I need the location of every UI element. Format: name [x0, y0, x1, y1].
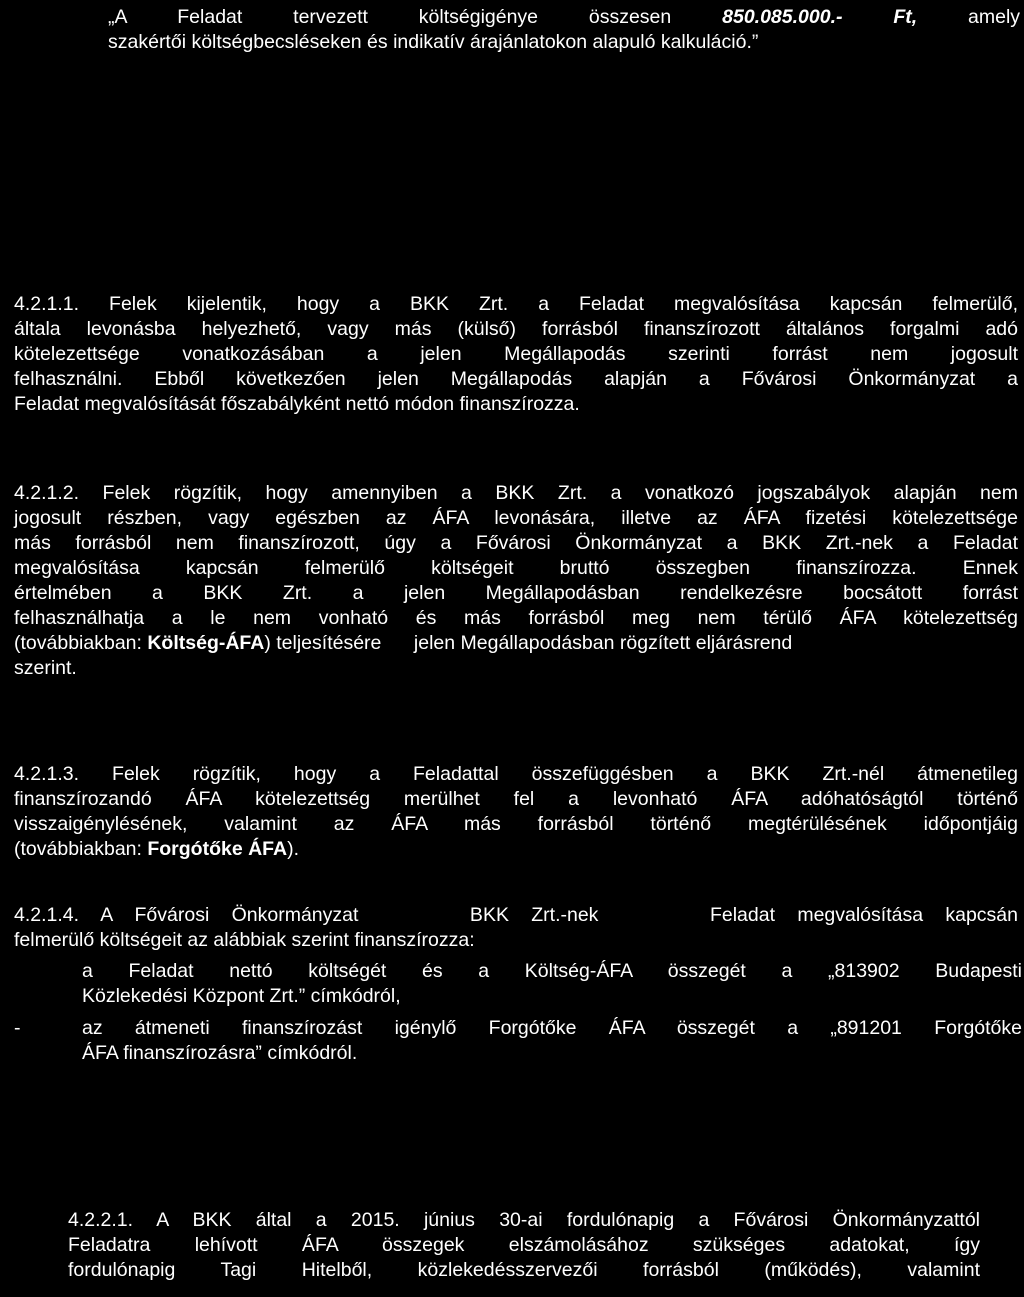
paragraph-line: felhasználhatja a le nem vonható és más forrásból meg nem térülő ÁFA kötelezettség: [14, 607, 1018, 629]
list-item-line: a Feladat nettó költségét és a Költség-ÁFA összegét a „813902 Budapesti: [82, 960, 1022, 982]
section-4-2-1-4: [14, 903, 1018, 953]
paragraph-line: kötelezettsége vonatkozásában a jelen Megállapodás szerinti forrást nem jogosult: [14, 343, 1018, 365]
intro-line-1: [108, 5, 1020, 30]
paragraph-line: visszaigénylésének, valamint az ÁFA más forrásból történő megtérülésének időpontjáig: [14, 813, 1018, 835]
paragraph-line: Feladatra lehívott ÁFA összegek elszámolásához szükséges adatokat, így: [68, 1234, 980, 1256]
intro-text-a: „A Feladat tervezett költségigénye összesen: [108, 6, 672, 28]
text-run: (továbbiakban:: [14, 632, 148, 654]
paragraph-line: 4.2.2.1. A BKK által a 2015. június 30-ai fordulónapig a Fővárosi Önkormányzattól: [68, 1209, 980, 1231]
defined-term-forgotoke-afa: Forgótőke ÁFA: [147, 838, 288, 860]
paragraph-line: 4.2.1.2. Felek rögzítik, hogy amennyiben a BKK Zrt. a vonatkozó jogszabályok alapján nem: [14, 482, 1018, 504]
paragraph-line: 4.2.1.1. Felek kijelentik, hogy a BKK Zrt. a Feladat megvalósítása kapcsán felmerülő,: [14, 293, 1018, 315]
section-4-2-1-2: [14, 481, 1018, 681]
section-4-2-1-1: [14, 292, 1018, 417]
paragraph-line: [14, 631, 1018, 656]
paragraph-line: finanszírozandó ÁFA kötelezettség merülhet fel a levonható ÁFA adóhatóságtól történő: [14, 788, 1018, 810]
paragraph-line: megvalósítása kapcsán felmerülő költségeit bruttó összegben finanszírozza. Ennek: [14, 557, 1018, 579]
paragraph-line: 4.2.1.3. Felek rögzítik, hogy a Feladattal összefüggésben a BKK Zrt.-nél átmenetileg: [14, 763, 1018, 785]
section-4-2-1-3: [14, 762, 1018, 862]
paragraph-line: jogosult részben, vagy egészben az ÁFA levonására, illetve az ÁFA fizetési kötelezettsége: [14, 507, 1018, 529]
intro-text-b: amely: [968, 6, 1021, 28]
paragraph-line: értelmében a BKK Zrt. a jelen Megállapodásban rendelkezésre bocsátott forrást: [14, 582, 1018, 604]
paragraph-line: Feladat megvalósítását főszabályként nettó módon finanszírozza.: [14, 393, 580, 415]
paragraph-line: felhasználni. Ebből következően jelen Megállapodás alapján a Fővárosi Önkormányzat a: [14, 368, 1018, 390]
paragraph-line: fordulónapig Tagi Hitelből, közlekedésszervezői forrásból (működés), valamint: [68, 1259, 980, 1281]
section-4-2-2-1: [68, 1208, 980, 1283]
paragraph-line: szerint.: [14, 657, 77, 679]
paragraph-line: [14, 837, 1018, 862]
text-run: ) teljesítésére jelen Megállapodásban rögzített eljárásrend: [264, 632, 793, 654]
paragraph-line: felmerülő költségeit az alábbiak szerint finanszírozza:: [14, 929, 475, 951]
paragraph-line: általa levonásba helyezhető, vagy más (külső) forrásból finanszírozott általános forgalmi adó: [14, 318, 1018, 340]
paragraph-line: 4.2.1.4. A Fővárosi Önkormányzat BKK Zrt.-nek Feladat megvalósítása kapcsán: [14, 904, 1018, 926]
defined-term-koltseg-afa: Költség-ÁFA: [147, 632, 265, 654]
paragraph-line: más forrásból nem finanszírozott, úgy a Fővárosi Önkormányzat a BKK Zrt.-nek a Feladat: [14, 532, 1018, 554]
list-item-line: ÁFA finanszírozásra” címkódról.: [82, 1042, 358, 1064]
list-dash: -: [14, 1017, 21, 1039]
list-item-line: Közlekedési Központ Zrt.” címkódról,: [82, 985, 401, 1007]
intro-paragraph: [108, 5, 1020, 55]
text-run: ).: [287, 838, 300, 860]
total-amount: 850.085.000.- Ft,: [722, 6, 918, 28]
intro-line-2: szakértői költségbecsléseken és indikatív árajánlatokon alapuló kalkuláció.”: [108, 31, 759, 53]
list-item-line: az átmeneti finanszírozást igénylő Forgótőke ÁFA összegét a „891201 Forgótőke: [82, 1017, 1022, 1039]
text-run: (továbbiakban:: [14, 838, 148, 860]
